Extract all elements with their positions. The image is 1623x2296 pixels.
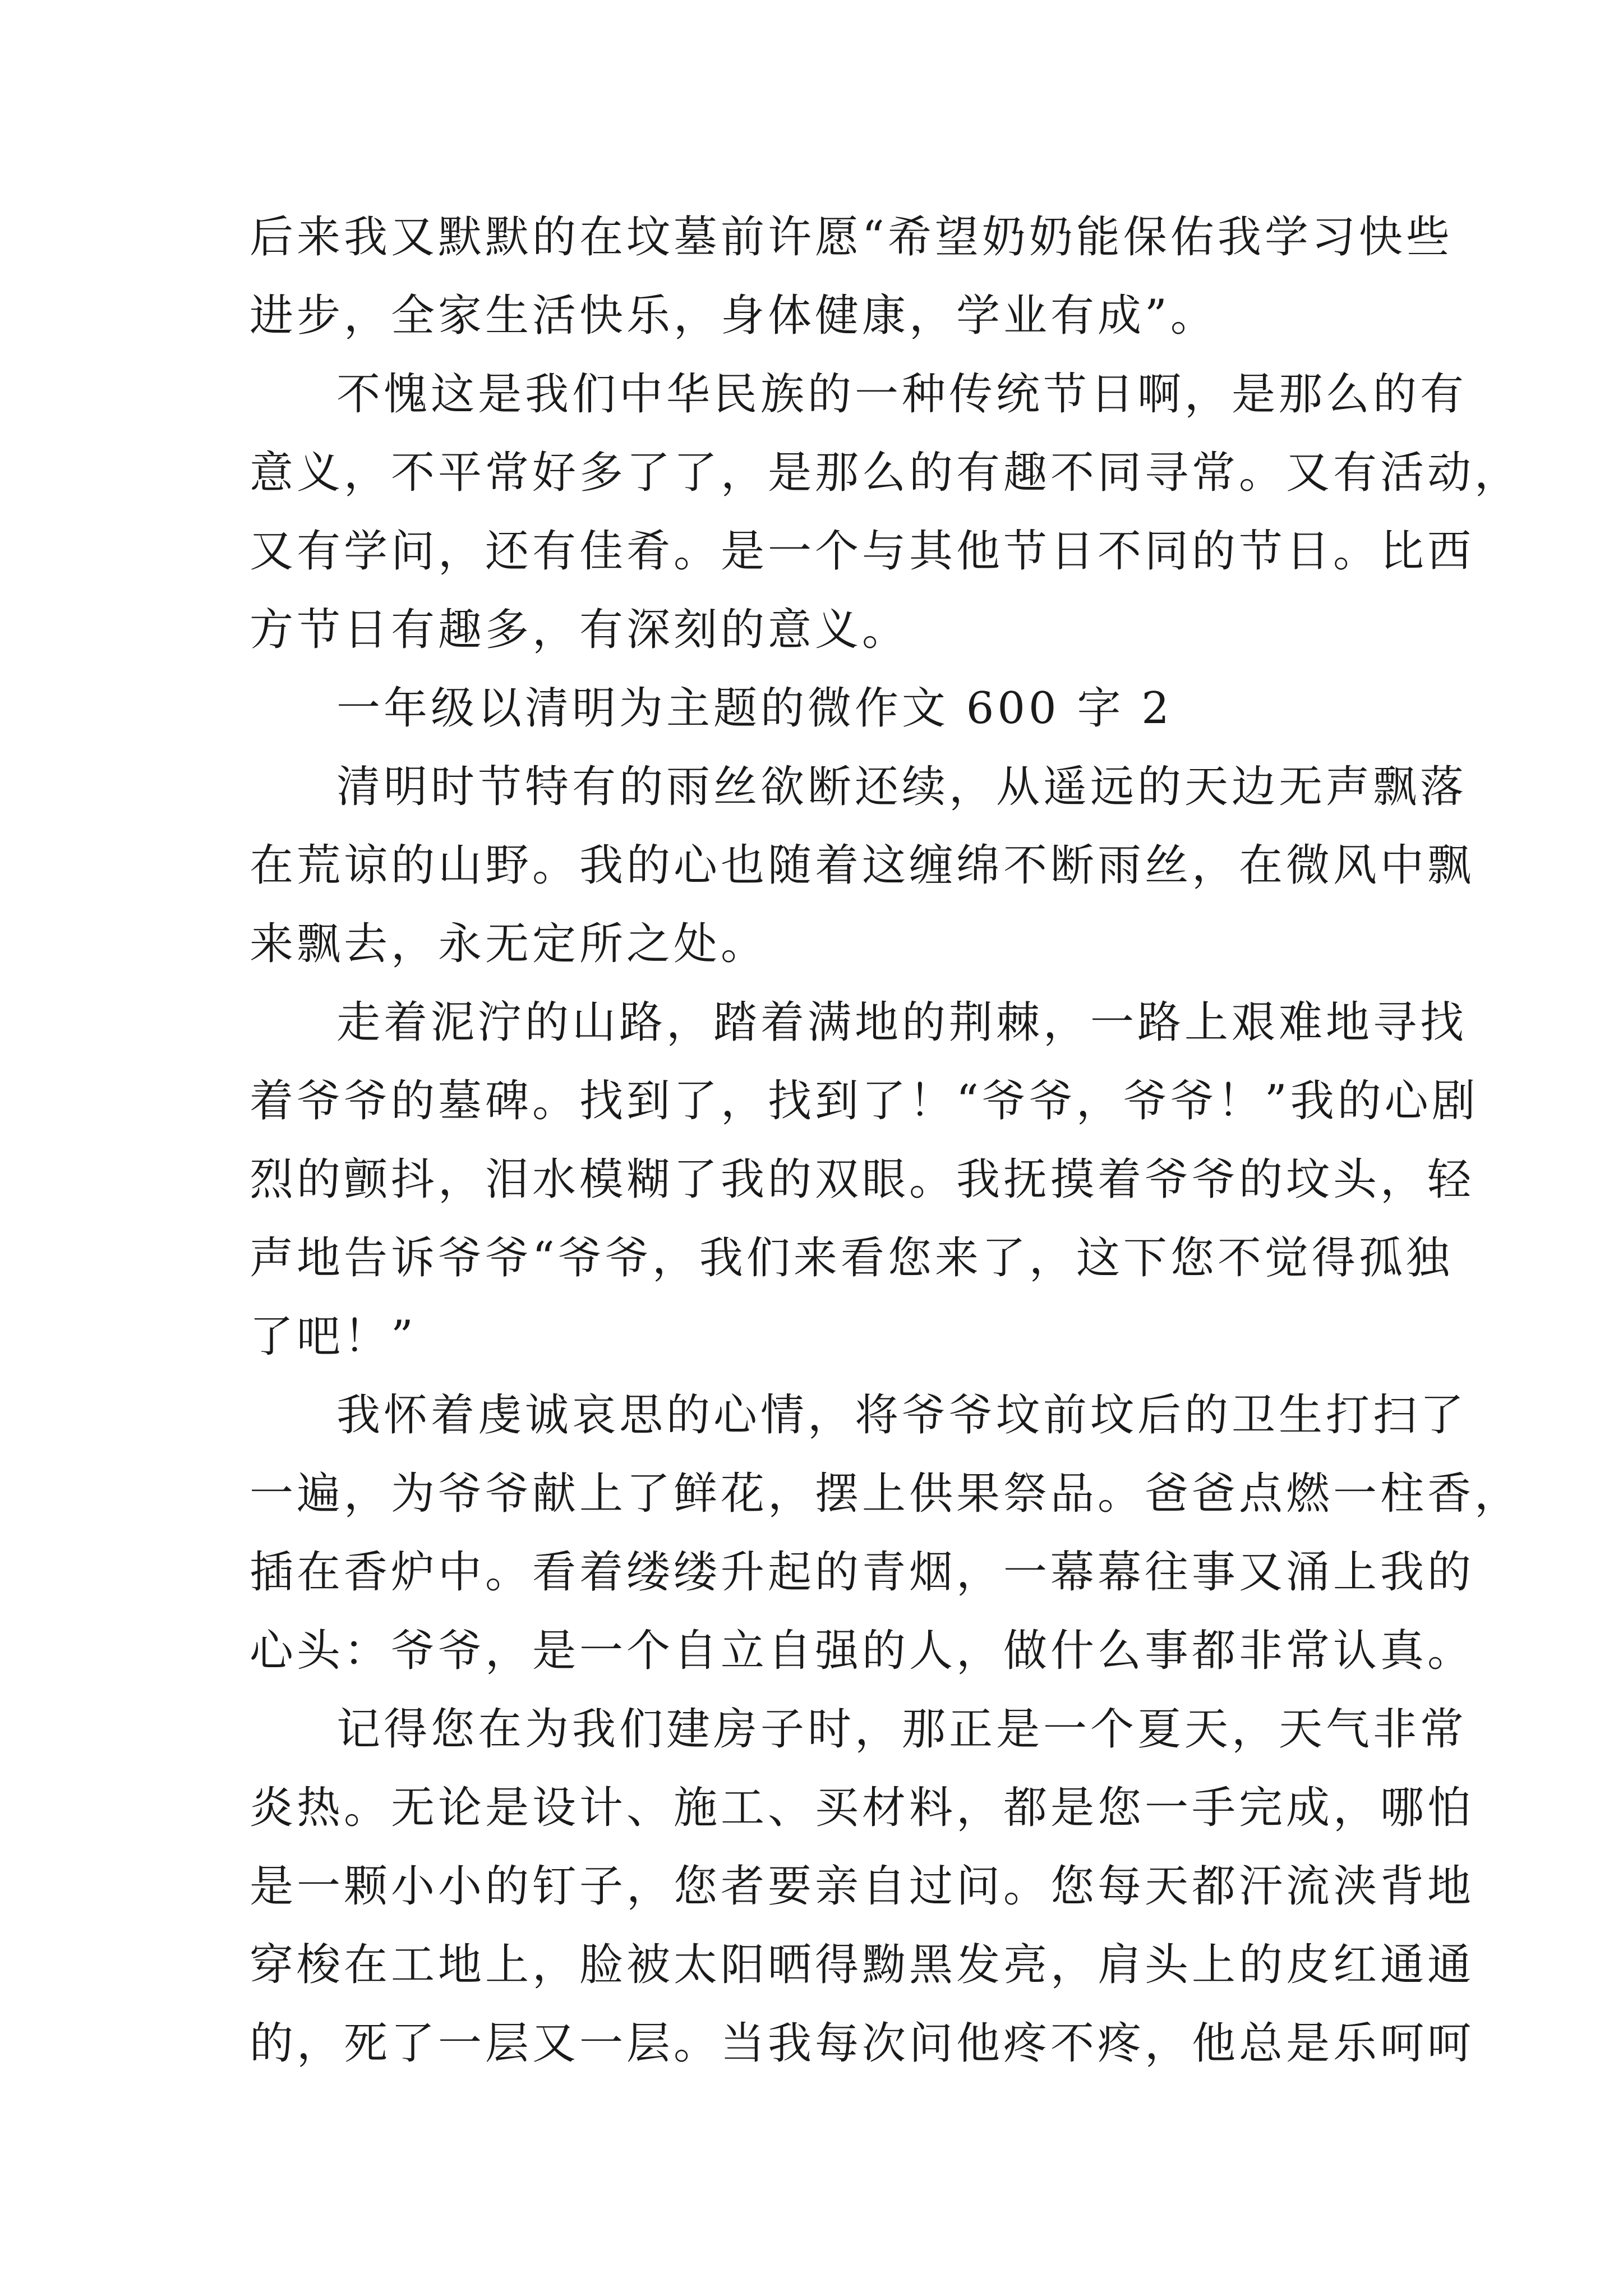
text-line: 是一颗小小的钉子，您者要亲自过问。您每天都汗流浃背地 [250, 1861, 1475, 1912]
text-line: 心头：爷爷，是一个自立自强的人，做什么事都非常认真。 [250, 1626, 1475, 1676]
text-line: 了吧！” [250, 1312, 417, 1362]
text-line: 插在香炉中。看着缕缕升起的青烟，一幕幕往事又涌上我的 [250, 1547, 1475, 1598]
text-line: 炎热。无论是设计、施工、买材料，都是您一手完成，哪怕 [250, 1783, 1475, 1833]
text-line: 来飘去，永无定所之处。 [250, 919, 768, 969]
text-line: 着爷爷的墓碑。找到了，找到了！“爷爷，爷爷！”我的心剧 [250, 1076, 1479, 1126]
text-line: 意义，不平常好多了了，是那么的有趣不同寻常。又有活动， [250, 448, 1522, 498]
text-line: 的，死了一层又一层。当我每次问他疼不疼，他总是乐呵呵 [250, 2018, 1475, 2069]
text-line: 又有学问，还有佳肴。是一个与其他节日不同的节日。比西 [250, 526, 1475, 577]
paragraph-first-line: 不愧这是我们中华民族的一种传统节日啊，是那么的有 [336, 369, 1468, 420]
paragraph-first-line: 我怀着虔诚哀思的心情，将爷爷坟前坟后的卫生打扫了 [336, 1390, 1468, 1441]
text-line: 声地告诉爷爷“爷爷，我们来看您来了，这下您不觉得孤独 [250, 1233, 1453, 1283]
text-line: 后来我又默默的在坟墓前许愿“希望奶奶能保佑我学习快些 [250, 212, 1453, 263]
paragraph-first-line: 记得您在为我们建房子时，那正是一个夏天，天气非常 [336, 1704, 1468, 1755]
paragraph-first-line: 清明时节特有的雨丝欲断还续，从遥远的天边无声飘落 [336, 762, 1468, 812]
text-line: 在荒谅的山野。我的心也随着这缠绵不断雨丝，在微风中飘 [250, 840, 1475, 891]
text-line: 穿梭在工地上，脸被太阳晒得黝黑发亮，肩头上的皮红通通 [250, 1940, 1475, 1990]
text-line: 方节日有趣多，有深刻的意义。 [250, 605, 910, 655]
text-line: 烈的颤抖，泪水模糊了我的双眼。我抚摸着爷爷的坟头，轻 [250, 1154, 1475, 1205]
section-heading: 一年级以清明为主题的微作文 600 字 2 [336, 683, 1173, 734]
paragraph-first-line: 走着泥泞的山路，踏着满地的荆棘，一路上艰难地寻找 [336, 997, 1468, 1048]
text-line: 进步，全家生活快乐，身体健康，学业有成”。 [250, 291, 1218, 341]
text-line: 一遍，为爷爷献上了鲜花，摆上供果祭品。爸爸点燃一柱香， [250, 1469, 1522, 1519]
